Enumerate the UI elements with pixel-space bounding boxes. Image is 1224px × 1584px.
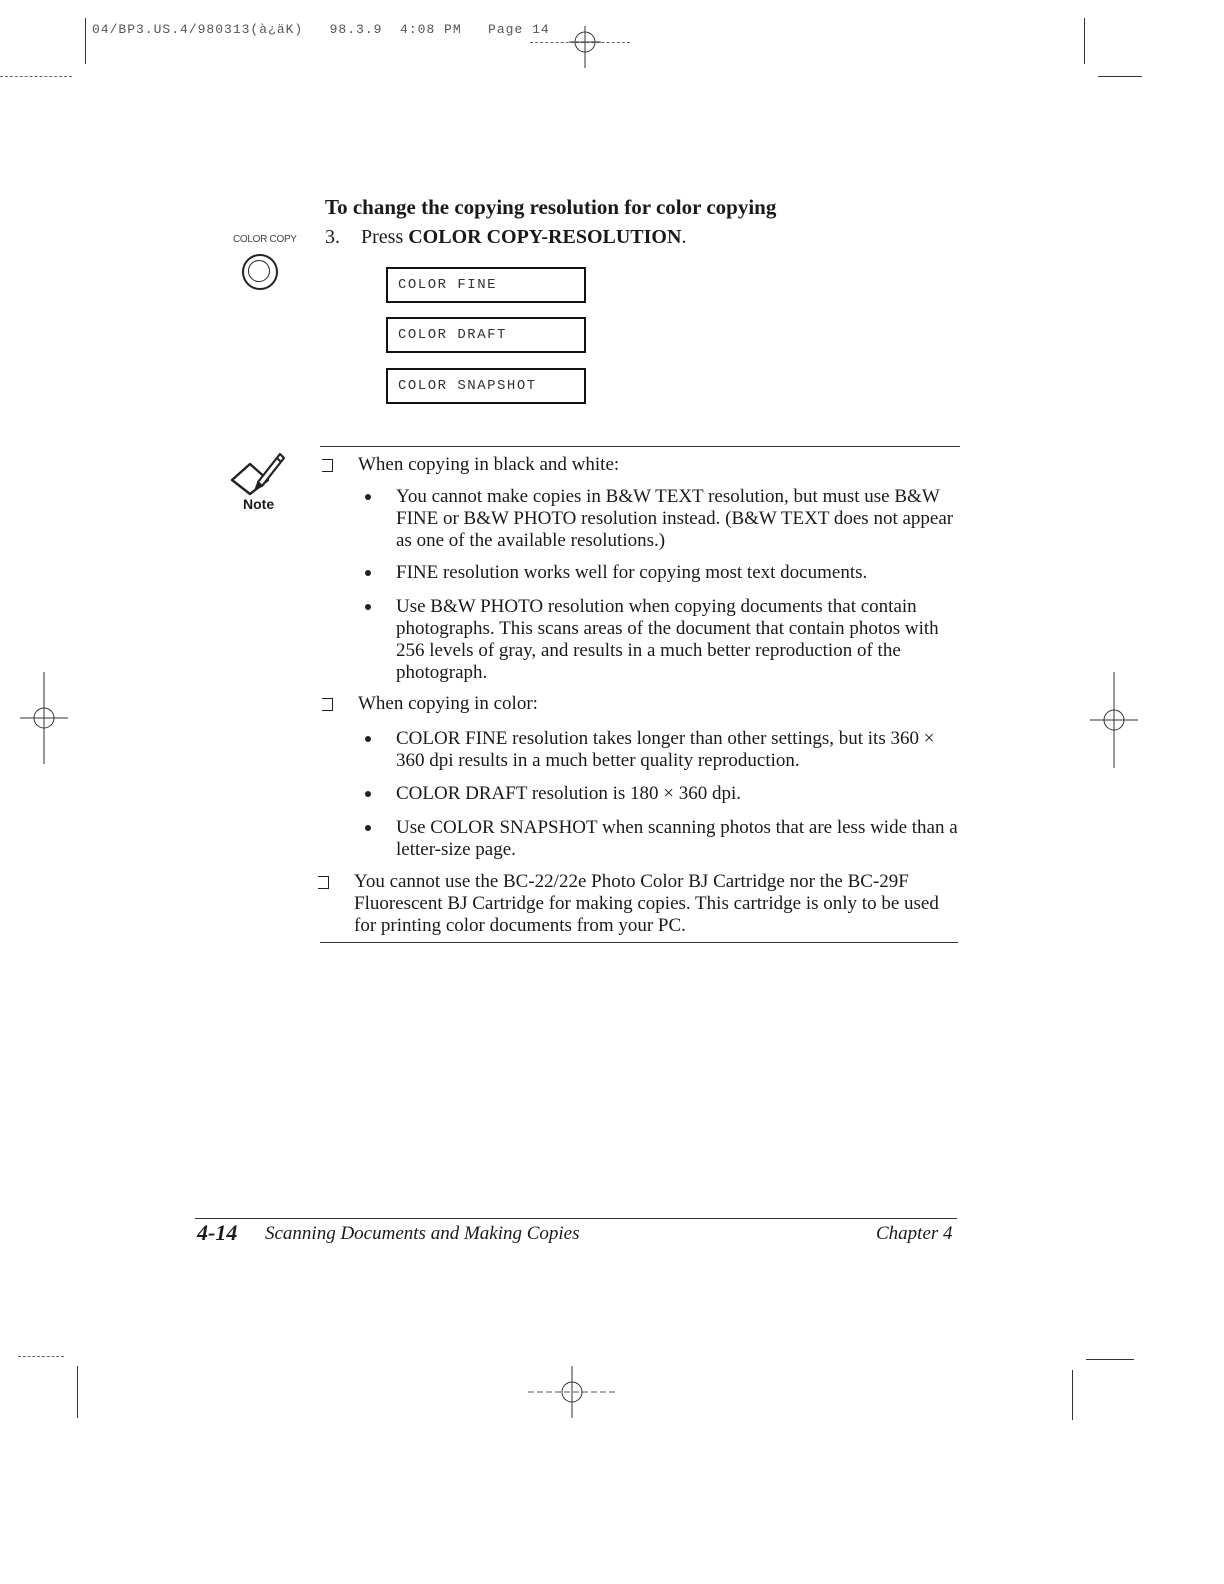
note-subitem: COLOR FINE resolution takes longer than other settings, but its 360 × 360 dpi results in a much better quality reproduction. [360,728,960,772]
note-subitem: Use B&W PHOTO resolution when copying documents that contain photographs. This scans areas of the document that contain photos with 256 levels of gray, and results in a much better reproduction of the photograph. [360,596,960,684]
section-heading: To change the copying resolution for color copying [325,195,777,219]
note-top-rule [320,446,960,447]
registration-mark-top-icon [565,24,605,70]
color-copy-key-caption: COLOR COPY [233,234,297,245]
registration-mark-bottom-icon [528,1364,618,1420]
note-subitem: FINE resolution works well for copying most text documents. [360,562,960,584]
footer-chapter: Chapter 4 [876,1223,953,1244]
lcd-display-color-draft: COLOR DRAFT [386,317,586,353]
page-number: 4-14 [197,1220,238,1245]
bullet-icon [365,494,371,500]
bullet-icon [365,791,371,797]
note-subitem: Use COLOR SNAPSHOT when scanning photos that are less wide than a letter-size page. [360,817,960,861]
registration-mark-left-icon [20,672,70,768]
footer-title: Scanning Documents and Making Copies [265,1223,580,1244]
note-item-bw: When copying in black and white: [322,454,962,476]
note-subitem: You cannot make copies in B&W TEXT resolution, but must use B&W FINE or B&W PHOTO resolution instead. (B&W TEXT does not appear as one of the available resolutions.) [360,486,960,552]
registration-mark-right-icon [1090,672,1140,772]
bullet-icon [365,604,371,610]
lcd-display-color-fine: COLOR FINE [386,267,586,303]
note-label: Note [243,496,275,512]
step-number: 3. [325,226,340,248]
bullet-icon [365,736,371,742]
note-bottom-rule [320,942,958,943]
note-item-cartridge: You cannot use the BC-22/22e Photo Color BJ Cartridge nor the BC-29F Fluorescent BJ Cartridge for making copies. This cartridge is only to be used for printing color documents from your PC. [318,871,958,937]
pencil-note-icon [228,450,288,496]
step-instruction: Press COLOR COPY-RESOLUTION. [361,226,687,248]
note-subitem: COLOR DRAFT resolution is 180 × 360 dpi. [360,783,960,805]
checkbox-bullet-icon [322,698,333,711]
print-slug: 04/BP3.US.4/980313(à¿äK) 98.3.9 4:08 PM Page 14 [92,22,550,37]
bullet-icon [365,825,371,831]
bullet-icon [365,570,371,576]
note-item-color: When copying in color: [322,693,962,715]
checkbox-bullet-icon [322,459,333,472]
checkbox-bullet-icon [318,876,329,889]
footer-rule [195,1218,957,1219]
lcd-display-color-snapshot: COLOR SNAPSHOT [386,368,586,404]
color-copy-button-icon [242,254,278,290]
key-name: COLOR COPY-RESOLUTION [408,226,682,248]
